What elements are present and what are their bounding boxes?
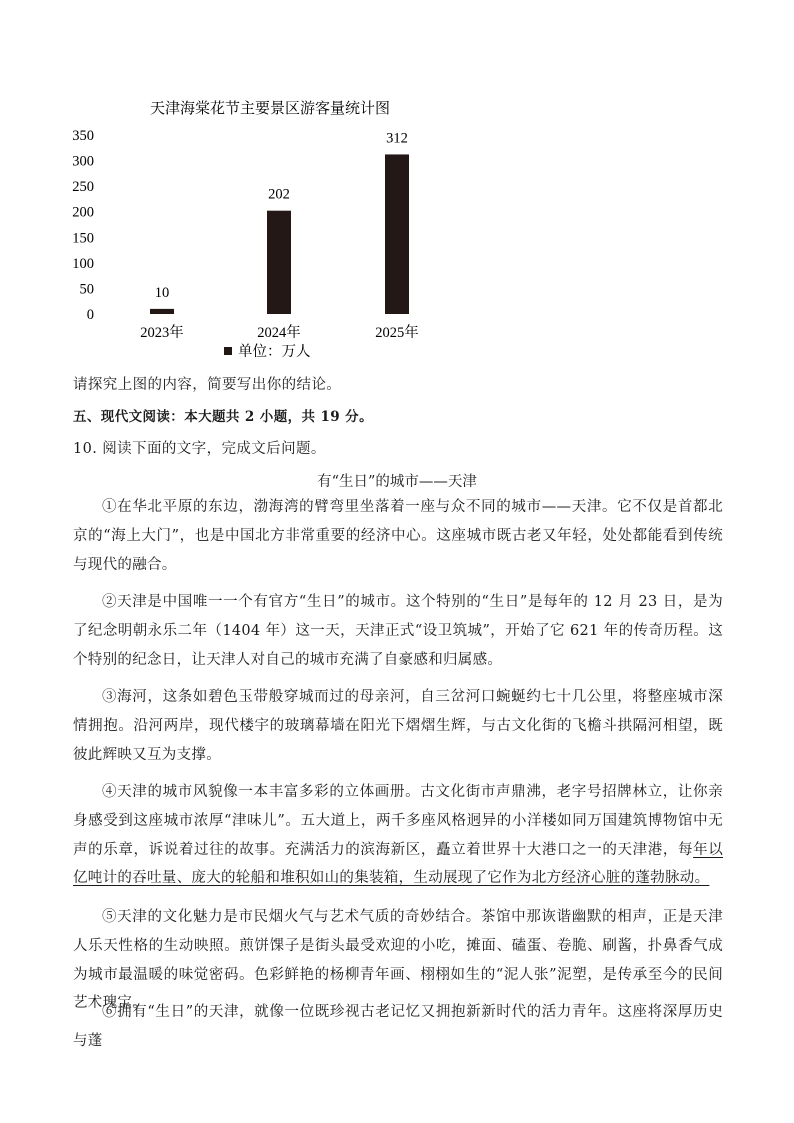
x-category-label: 2023年 [140, 325, 184, 341]
bar [267, 211, 291, 314]
x-category-label: 2024年 [257, 325, 301, 341]
y-tick-label: 200 [72, 204, 94, 221]
section-heading: 五、现代文阅读：本大题共 2 小题，共 19 分。 [73, 409, 373, 425]
paragraph-5: ⑤天津的文化魅力是市民烟火气与艺术气质的奇妙结合。茶馆中那诙谐幽默的相声，正是天津人乐天性格的生动映照。煎饼馃子是街头最受欢迎的小吃，摊面、磕蛋、卷脆、刷酱，扑鼻香气成为城市最温暖的味觉密码。色彩鲜艳的杨柳青年画、栩栩如生的“泥人张”泥塑，是传承至今的民间艺术瑰宝。 [73, 909, 723, 1012]
paragraph-4-text: ④天津的城市风貌像一本丰富多彩的立体画册。古文化街市声鼎沸，老字号招牌林立，让你亲身感受到这座城市浓厚“津味儿”。五大道上，两千多座风格迥异的小洋楼如同万国建筑博物馆中无声的乐章，诉说着过往的故事。充满活力的滨海新区，矗立着世界十大港口之一的天津港，每 [73, 784, 723, 858]
paragraph-2: ②天津是中国唯一一个有官方“生日”的城市。这个特别的“生日”是每年的 12 月 23 日，是为了纪念明朝永乐二年（1404 年）这一天，天津正式“设卫筑城”，开始了它 621 年的传奇历程。这个特别的纪念日，让天津人对自己的城市充满了自豪感和归属感。 [73, 594, 723, 668]
article-title: 有“生日”的城市——天津 [317, 474, 477, 490]
underlined-sentence: 年以亿吨计的吞吐量、庞大的轮船和堆积如山的集装箱，生动展现了它作为北方经济心脏的蓬勃脉动。 [73, 841, 724, 887]
question-prompt: 请探究上图的内容，简要写出你的结论。 [73, 377, 342, 393]
paragraph-1: ①在华北平原的东边，渤海湾的臂弯里坐落着一座与众不同的城市——天津。它不仅是首都北京的“海上大门”，也是中国北方非常重要的经济中心。这座城市既古老又年轻，处处都能看到传统与现代的融合。 [73, 499, 723, 573]
paragraph-3: ③海河，这条如碧色玉带般穿城而过的母亲河，自三岔河口蜿蜒约七十几公里，将整座城市深情拥抱。沿河两岸，现代楼宇的玻璃幕墙在阳光下熠熠生辉，与古文化街的飞檐斗拱隔河相望，既彼此辉映又互为支撑。 [73, 689, 723, 763]
bar [150, 309, 174, 314]
paragraph-4 [73, 778, 723, 893]
y-tick-label: 50 [79, 281, 94, 298]
legend-label: 单位：万人 [238, 344, 311, 360]
y-tick-label: 300 [72, 153, 94, 170]
y-tick-label: 350 [72, 128, 94, 144]
bar [385, 154, 409, 314]
legend-swatch [224, 347, 232, 355]
x-category-label: 2025年 [375, 325, 419, 341]
chart-title: 天津海棠花节主要景区游客量统计图 [150, 101, 391, 117]
y-axis-ticks [72, 128, 94, 323]
question-10: 10. 阅读下面的文字，完成文后问题。 [73, 441, 326, 457]
visitor-bar-chart [60, 92, 440, 367]
y-tick-label: 0 [86, 307, 94, 323]
paragraph-6: ⑥拥有“生日”的天津，就像一位既珍视古老记忆又拥抱新新时代的活力青年。这座将深厚历史与蓬 [73, 1004, 723, 1049]
y-tick-label: 150 [72, 230, 94, 247]
y-tick-label: 250 [72, 179, 94, 196]
bar-data-label: 312 [386, 130, 408, 147]
x-axis-categories [140, 323, 419, 341]
y-tick-label: 100 [72, 255, 94, 272]
bar-data-label: 202 [268, 186, 290, 203]
bars [150, 154, 409, 314]
bar-data-label: 10 [154, 284, 170, 301]
